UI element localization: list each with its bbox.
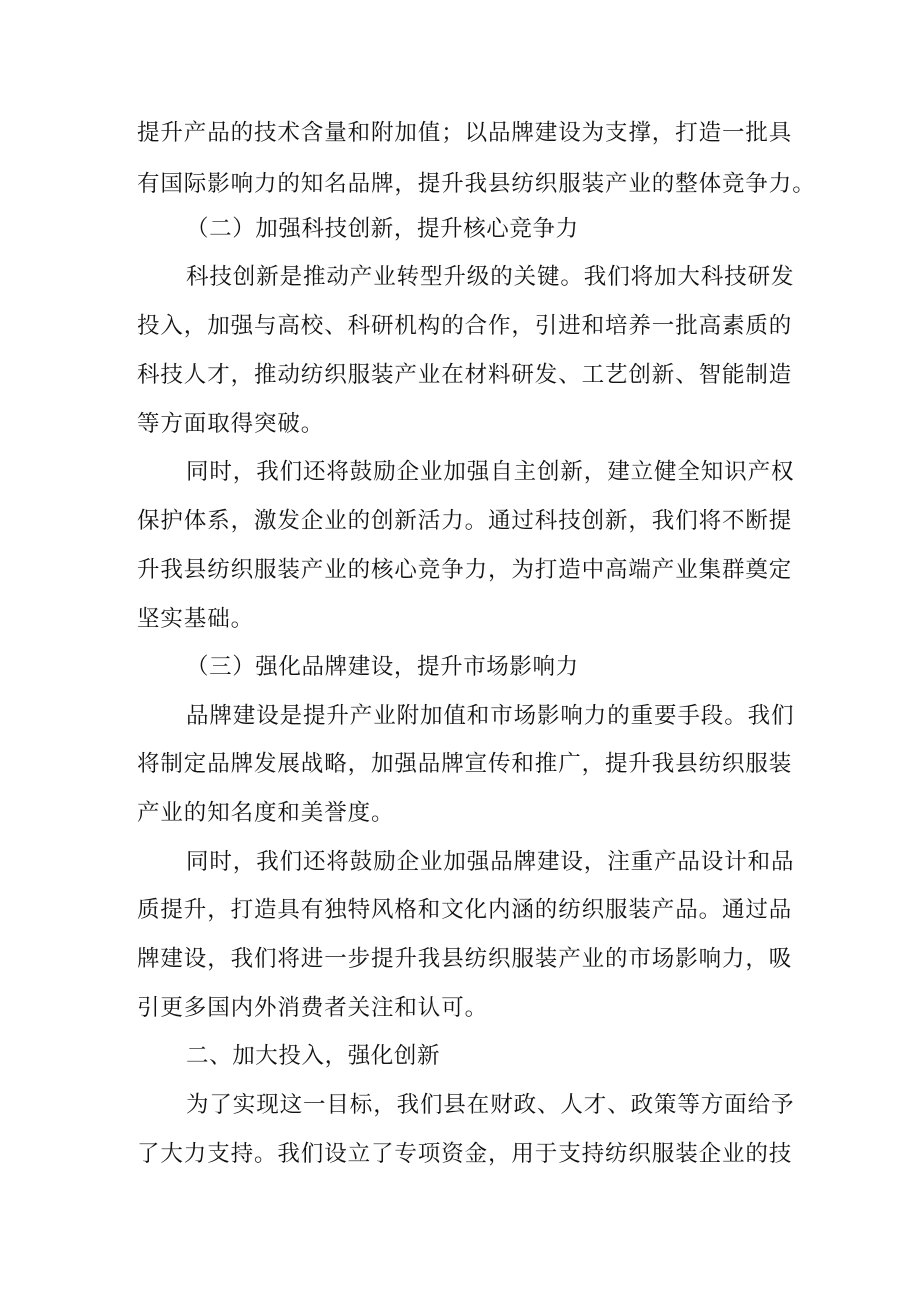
paragraph-line: 保护体系，激发企业的创新活力。通过科技创新，我们将不断提: [137, 508, 793, 534]
paragraph-line: 有国际影响力的知名品牌，提升我县纺织服装产业的整体竞争力。: [137, 171, 816, 197]
paragraph-line: 牌建设，我们将进一步提升我县纺织服装产业的市场影响力，吸: [137, 946, 793, 972]
paragraph-line: 同时，我们还将鼓励企业加强品牌建设，注重产品设计和品: [186, 849, 795, 875]
paragraph-line: 产业的知名度和美誉度。: [137, 800, 395, 826]
paragraph-line: 科技创新是推动产业转型升级的关键。我们将加大科技研发: [186, 264, 795, 290]
paragraph-line: 了大力支持。我们设立了专项资金，用于支持纺织服装企业的技: [137, 1141, 793, 1167]
paragraph-line: 为了实现这一目标，我们县在财政、人才、政策等方面给予: [186, 1092, 795, 1118]
section-heading-main: 二、加大投入，强化创新: [186, 1043, 441, 1069]
paragraph-line: 提升产品的技术含量和附加值；以品牌建设为支撑，打造一批具: [137, 120, 793, 146]
paragraph-line: 品牌建设是提升产业附加值和市场影响力的重要手段。我们: [186, 703, 795, 729]
paragraph-line: 同时，我们还将鼓励企业加强自主创新，建立健全知识产权: [186, 459, 795, 485]
paragraph-line: 升我县纺织服装产业的核心竞争力，为打造中高端产业集群奠定: [137, 557, 793, 583]
section-heading-3: （三）强化品牌建设，提升市场影响力: [186, 654, 579, 680]
paragraph-line: 投入，加强与高校、科研机构的合作，引进和培养一批高素质的: [137, 313, 793, 339]
paragraph-line: 科技人才，推动纺织服装产业在材料研发、工艺创新、智能制造: [137, 362, 793, 388]
paragraph-line: 等方面取得突破。: [137, 411, 325, 437]
paragraph-line: 引更多国内外消费者关注和认可。: [137, 995, 489, 1021]
paragraph-line: 将制定品牌发展战略，加强品牌宣传和推广，提升我县纺织服装: [137, 751, 793, 777]
paragraph-line: 质提升，打造具有独特风格和文化内涵的纺织服装产品。通过品: [137, 897, 793, 923]
section-heading-2: （二）加强科技创新，提升核心竞争力: [186, 216, 579, 242]
paragraph-line: 坚实基础。: [137, 606, 255, 632]
